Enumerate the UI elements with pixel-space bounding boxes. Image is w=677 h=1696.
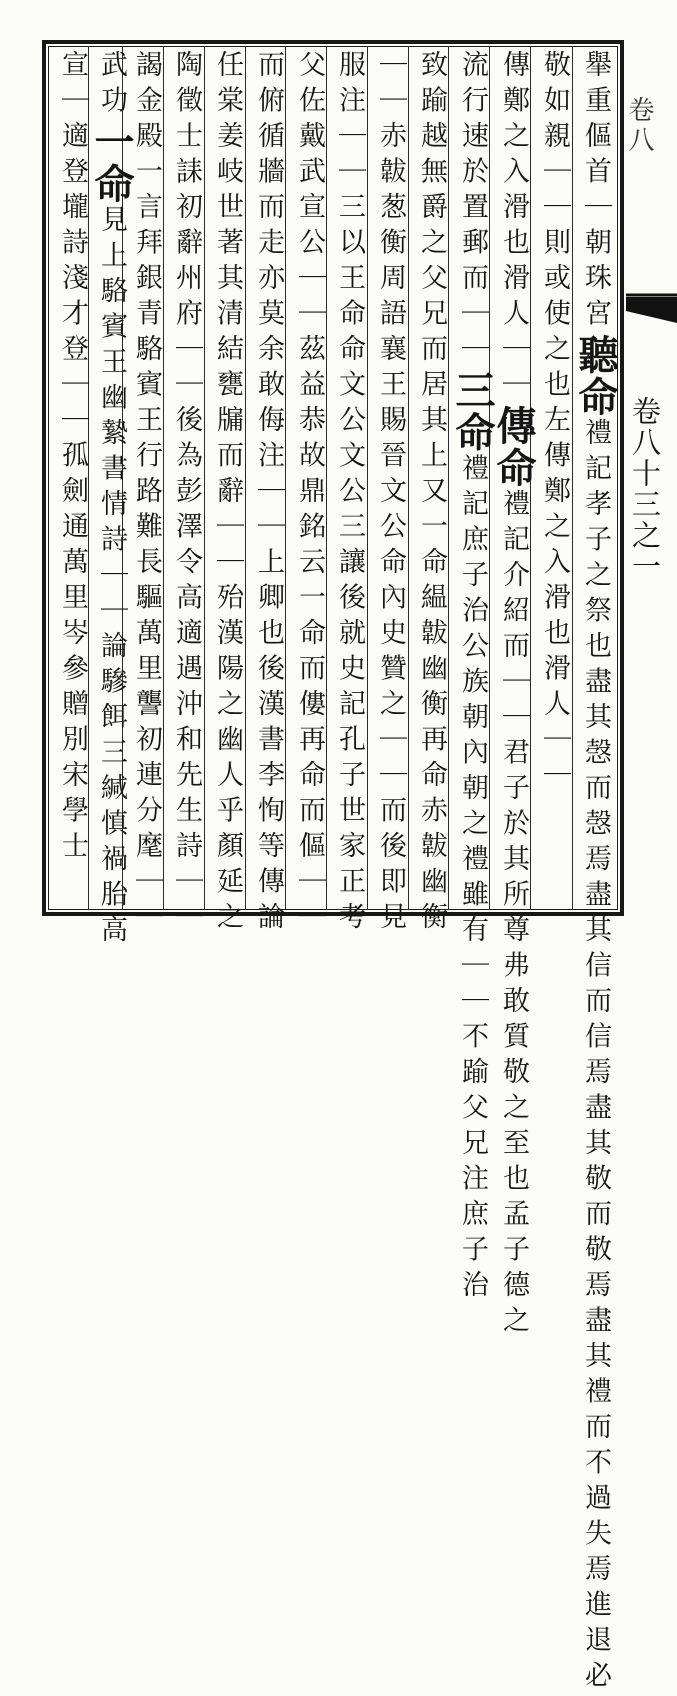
text-column-7 <box>329 50 369 938</box>
text-column-6 <box>370 50 410 938</box>
text-column-1 <box>572 50 619 1696</box>
text-column-5 <box>411 50 451 938</box>
text-column-10 <box>207 50 247 938</box>
column-text: 任棠姜岐世著其清結甕牖而辭｜｜殆漢陽之幽人乎顏延之 <box>212 50 243 938</box>
column-text: 服注｜｜三以王命命文公文公三讓後就史記孔子世家正考 <box>334 50 365 938</box>
column-text: 而俯循牆而走亦莫余敢侮注｜｜上卿也後漢書李恂等傳論 <box>253 50 284 938</box>
column-text: 敬如親｜｜則或使之也左傳鄭之入滑也滑人｜｜ <box>539 50 570 796</box>
entry-heading: 一命 <box>88 121 135 205</box>
column-text: 流行速於置郵而｜｜ <box>457 50 488 370</box>
column-text: 武功 <box>96 50 127 121</box>
column-text: 見上駱賓王幽縶書情詩｜｜論驂餌三緘慎禍胎高 <box>96 205 127 951</box>
column-text: 禮記孝子之祭也盡其愨而愨焉盡其信而信焉盡其敬而敬焉盡其禮而不過失焉進退必 <box>580 418 611 1696</box>
column-text: 宣｜ <box>57 50 88 121</box>
column-text: 適登壠詩淺才登｜｜孤劍通萬里岑參贈別宋學士 <box>57 121 88 867</box>
text-column-9 <box>248 50 288 938</box>
text-column-13 <box>88 50 135 951</box>
column-text: 陶徵士誄初辭州府｜｜後為彭澤令高適遇沖和先生詩｜｜ <box>171 50 202 938</box>
column-text: 謁金殿一言拜銀青駱賓王行路難長驅萬里讋初連分麾｜｜ <box>131 50 162 938</box>
text-column-11 <box>166 50 206 938</box>
margin-top-glyphs: 卷八 <box>624 96 654 156</box>
column-text: 禮記庶子治公族朝內朝之禮雖有｜｜不踰父兄注庶子治 <box>457 453 488 1306</box>
entry-heading: 傳命 <box>490 405 537 489</box>
text-column-2 <box>534 50 574 906</box>
entry-heading: 聽命 <box>572 334 619 418</box>
fish-tail-mark-icon <box>626 285 677 325</box>
text-column-4 <box>449 50 496 1306</box>
column-text: 父佐戴武宣公｜｜茲益恭故鼎銘云一命而僂再命而傴｜｜ <box>294 50 325 938</box>
text-column-14 <box>52 50 92 906</box>
text-column-8 <box>289 50 329 938</box>
column-text: ｜｜赤韍葱衡周語襄王賜晉文公命內史贊之｜｜而後即見 <box>375 50 406 938</box>
entry-heading: 三命 <box>449 369 496 454</box>
column-text: 𦦙重傴首｜朝珠宮 <box>580 50 611 334</box>
column-text: 致踰越無爵之父兄而居其上又一命緼韍幽衡再命赤韍幽衡 <box>416 50 447 938</box>
column-text: 禮記介紹而｜｜君子於其所尊弗敢質敬之至也孟子德之 <box>498 489 529 1341</box>
column-text: 傳鄭之入滑也滑人｜｜ <box>498 50 529 405</box>
text-column-3 <box>490 50 537 1341</box>
margin-volume-label: 卷八十三之一 <box>628 396 662 582</box>
